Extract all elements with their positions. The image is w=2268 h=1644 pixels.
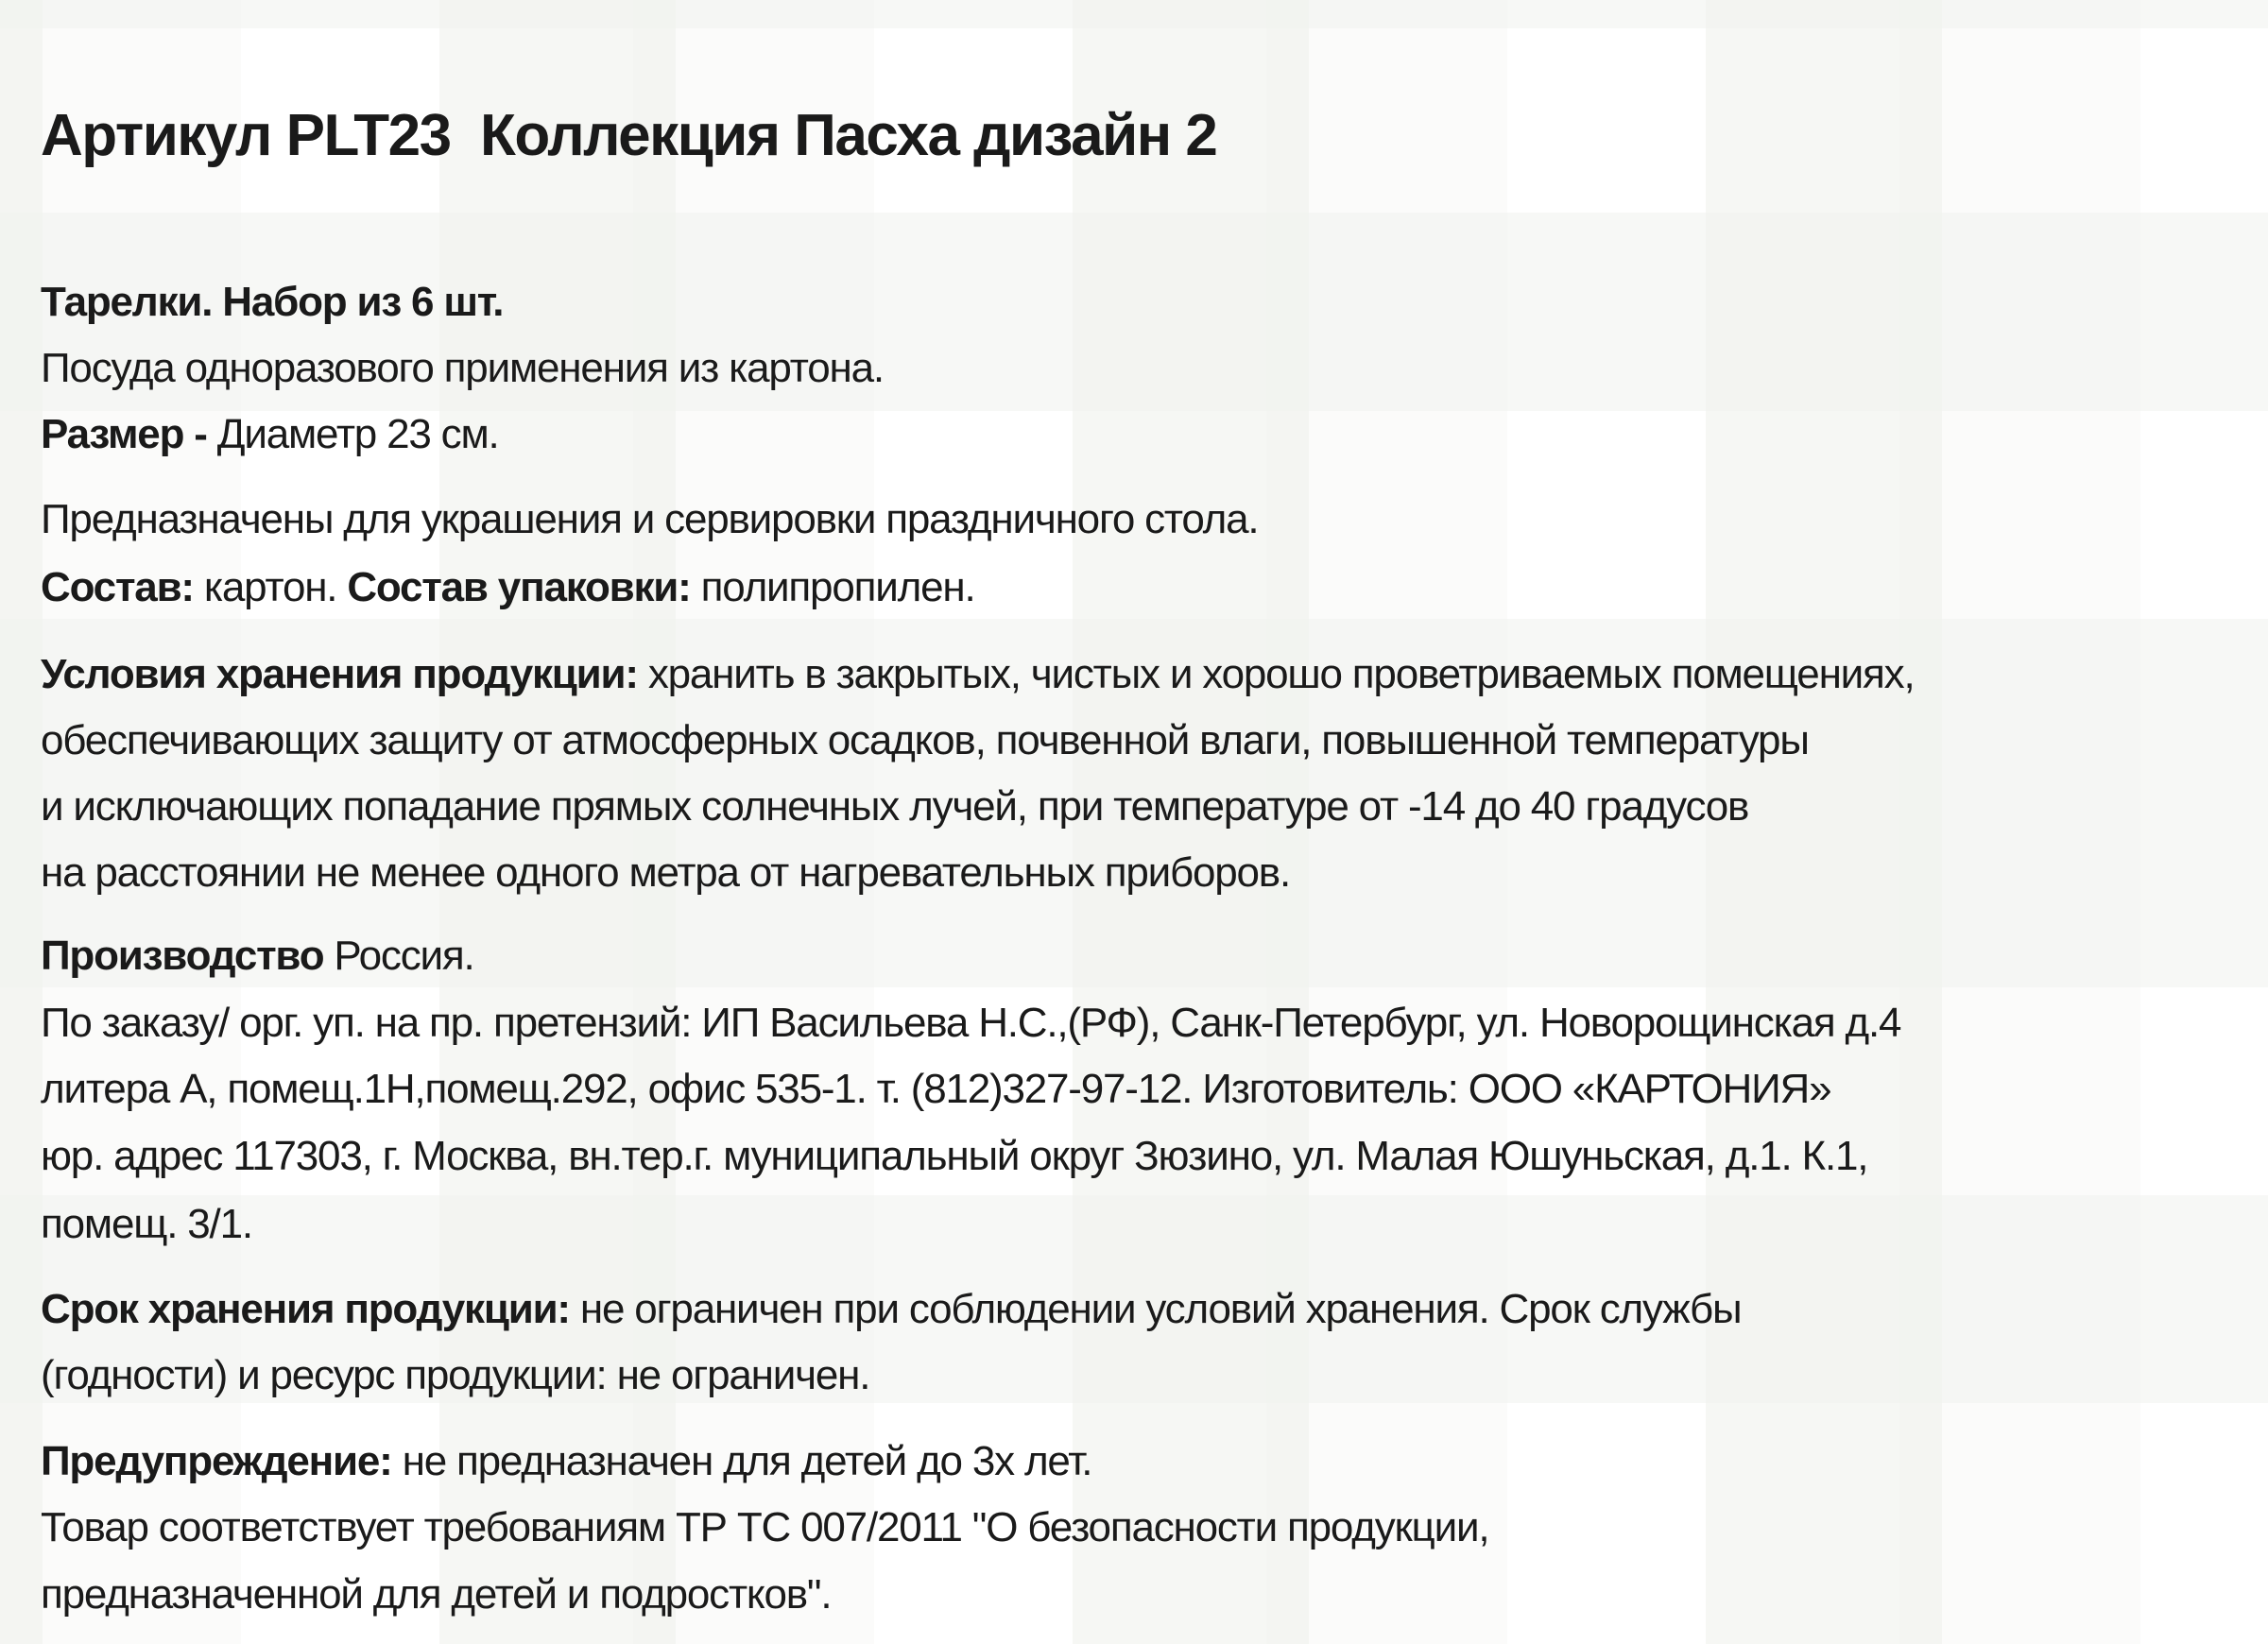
text-line: [41, 1433, 1091, 1490]
text-value: хранить в закрытых, чистых и хорошо проветриваемых помещениях,: [647, 651, 1915, 697]
text-line: [41, 845, 1290, 901]
text-line: [41, 340, 884, 397]
page-title: Артикул PLT23 Коллекция Пасха дизайн 2: [41, 103, 1217, 168]
label-bold: Условия хранения продукции:: [41, 651, 648, 697]
text-value: Диаметр 23 см.: [216, 411, 499, 457]
text-value: Россия.: [334, 933, 474, 979]
text-line: [41, 491, 1258, 548]
background-band: [0, 0, 2268, 28]
text-value: юр. адрес 117303, г. Москва, вн.тер.г. муниципальный округ Зюзино, ул. Малая Юшуньская, д.1. К.1,: [41, 1133, 1868, 1179]
text-line: [41, 1061, 1830, 1118]
text-line: [41, 1567, 831, 1623]
label-bold: Размер -: [41, 411, 217, 457]
text-line: [41, 406, 499, 463]
text-line: [41, 559, 974, 616]
text-line: [41, 995, 1900, 1052]
label-bold: Состав:: [41, 564, 204, 610]
text-line: [41, 1281, 1741, 1338]
text-value: (годности) и ресурс продукции: не ограничен.: [41, 1352, 870, 1398]
text-value: Посуда одноразового применения из картона.: [41, 345, 884, 391]
text-line: [41, 712, 1809, 769]
text-line: [41, 1196, 252, 1253]
text-line: [41, 646, 1915, 703]
text-value: на расстоянии не менее одного метра от нагревательных приборов.: [41, 849, 1290, 896]
label-bold: Тарелки. Набор из 6 шт.: [41, 279, 504, 325]
text-value: обеспечивающих защиту от атмосферных осадков, почвенной влаги, повышенной температуры: [41, 717, 1809, 763]
text-value: По заказу/ орг. уп. на пр. претензий: ИП Васильева Н.С.,(РФ), Санк-Петербург, ул. Новорощинская д.4: [41, 1000, 1901, 1046]
text-line: [41, 779, 1748, 835]
label-bold: Срок хранения продукции:: [41, 1286, 580, 1332]
text-value: картон.: [203, 564, 348, 610]
text-value: полипропилен.: [700, 564, 975, 610]
label-bold: Предупреждение:: [41, 1438, 403, 1484]
text-value: не ограничен при соблюдении условий хранения. Срок службы: [579, 1286, 1742, 1332]
text-value: не предназначен для детей до 3х лет.: [402, 1438, 1092, 1484]
label-bold: Состав упаковки:: [347, 564, 701, 610]
text-value: Товар соответствует требованиям ТР ТС 007/2011 "О безопасности продукции,: [41, 1504, 1489, 1550]
text-value: и исключающих попадание прямых солнечных лучей, при температуре от -14 до 40 градусов: [41, 783, 1749, 830]
label-bold: Производство: [41, 933, 335, 979]
text-line: [41, 1128, 1867, 1185]
text-value: предназначенной для детей и подростков".: [41, 1571, 832, 1618]
text-value: помещ. 3/1.: [41, 1201, 252, 1247]
text-line: [41, 928, 474, 985]
text-line: [41, 274, 503, 331]
text-value: литера А, помещ.1Н,помещ.292, офис 535-1. т. (812)327-97-12. Изготовитель: ООО «КАРТОНИЯ»: [41, 1066, 1831, 1112]
text-line: [41, 1499, 1488, 1556]
text-value: Предназначены для украшения и сервировки праздничного стола.: [41, 496, 1259, 542]
text-line: [41, 1347, 869, 1404]
